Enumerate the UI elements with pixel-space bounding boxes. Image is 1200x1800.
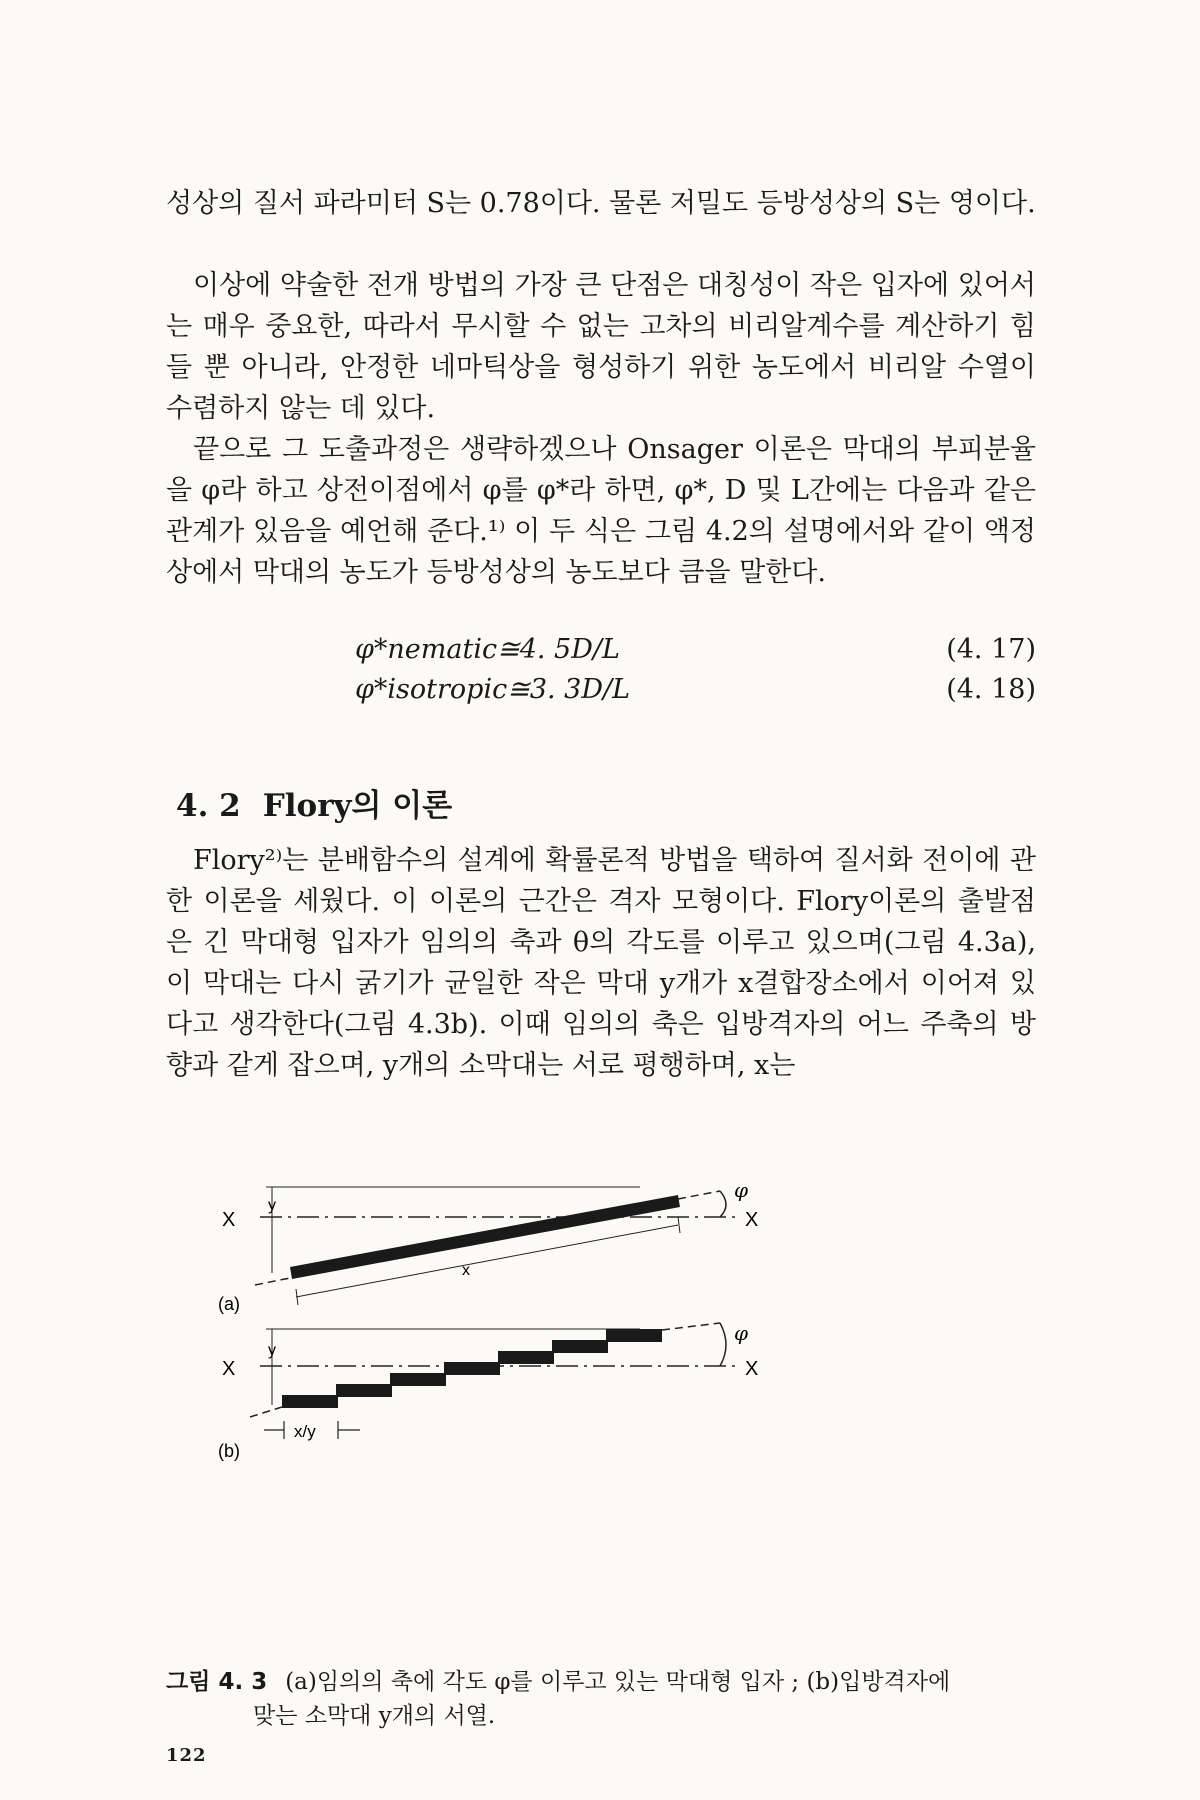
small-rod-5 bbox=[498, 1351, 554, 1364]
equation-number-4-18: (4. 18) bbox=[946, 674, 1036, 705]
panel-a bbox=[218, 1178, 758, 1314]
paragraph-3: 끝으로 그 도출과정은 생략하겠으나 Onsager 이론은 막대의 부피분율을 φ라 하고 상전이점에서 φ를 φ*라 하면, φ*, D 및 L간에는 다음과 같은 관계가 있음을 예언해 준다.¹⁾ 이 두 식은 그림 4.2의 설명에서와 같이 액정상에서 막대의 농도가 등방성상의 농도보다 큼을 말한다. bbox=[166, 434, 1036, 588]
axis-label-a-left: X bbox=[222, 1209, 236, 1231]
section-number: 4. 2 bbox=[176, 788, 241, 824]
rod-a bbox=[290, 1195, 680, 1279]
x-dim-tick-a2 bbox=[678, 1217, 680, 1233]
phi-arc-b bbox=[720, 1323, 726, 1366]
small-rod-2 bbox=[336, 1384, 392, 1397]
paragraph-1: 성상의 질서 파라미터 S는 0.78이다. 물론 저밀도 등방성상의 S는 영이다. bbox=[166, 188, 1036, 219]
rod-extension-a bbox=[678, 1191, 720, 1199]
small-rod-7 bbox=[606, 1329, 662, 1342]
phi-label-b: φ bbox=[734, 1321, 749, 1345]
panel-b bbox=[218, 1321, 758, 1461]
rod-extension-a-left bbox=[255, 1278, 290, 1285]
small-rod-4 bbox=[444, 1362, 500, 1375]
paragraph-2: 이상에 약술한 전개 방법의 가장 큰 단점은 대칭성이 작은 입자에 있어서는 매우 중요한, 따라서 무시할 수 없는 고차의 비리알계수를 계산하기 힘들 뿐 아니라, 안정한 네마틱상을 형성하기 위한 농도에서 비리알 수열이 수렴하지 않는 데 있다. bbox=[166, 270, 1036, 424]
y-label-a: y bbox=[268, 1197, 276, 1214]
section-heading bbox=[176, 780, 452, 825]
figure-4-3 bbox=[200, 1155, 920, 1675]
figure-caption bbox=[166, 1665, 1036, 1733]
caption-line-1: (a)임의의 축에 각도 φ를 이루고 있는 막대형 입자 ; (b)입방격자에 bbox=[285, 1669, 951, 1695]
caption-label: 그림 4. 3 bbox=[166, 1669, 268, 1695]
page-number: 122 bbox=[166, 1745, 207, 1766]
equation-4-18: φ*isotropic≅3. 3D/L bbox=[355, 674, 631, 705]
phi-arc-a bbox=[720, 1191, 726, 1217]
panel-label-a: (a) bbox=[218, 1294, 240, 1314]
phi-label-a: φ bbox=[734, 1178, 749, 1202]
equation-number-4-17: (4. 17) bbox=[946, 634, 1036, 665]
panel-label-b: (b) bbox=[218, 1441, 240, 1461]
paragraph-4: Flory²⁾는 분배함수의 설계에 확률론적 방법을 택하여 질서화 전이에 관한 이론을 세웠다. 이 이론의 근간은 격자 모형이다. Flory이론의 출발점은 긴 막대형 입자가 임의의 축과 θ의 각도를 이루고 있으며(그림 4.3a), 이 막대는 다시 굵기가 균일한 작은 막대 y개가 x결합장소에서 이어져 있다고 생각한다(그림 4.3b). 이때 임의의 축은 입방격자의 어느 주축의 방향과 같게 잡으며, y개의 소막대는 서로 평행하며, x는 bbox=[166, 845, 1036, 1081]
axis-label-b-left: X bbox=[222, 1358, 236, 1380]
x-label-a: x bbox=[462, 1262, 470, 1279]
axis-label-b-right: X bbox=[745, 1358, 759, 1380]
caption-line-2: 맞는 소막대 y개의 서열. bbox=[253, 1703, 496, 1729]
small-rod-3 bbox=[390, 1373, 446, 1386]
figure-svg bbox=[200, 1155, 920, 1675]
y-label-b: y bbox=[268, 1342, 276, 1359]
axis-label-a-right: X bbox=[745, 1209, 759, 1231]
section-title: Flory의 이론 bbox=[262, 788, 453, 824]
xy-label: x/y bbox=[294, 1422, 316, 1441]
small-rod-6 bbox=[552, 1340, 608, 1353]
rod-extension-b bbox=[662, 1323, 720, 1330]
small-rod-1 bbox=[282, 1395, 338, 1408]
rod-extension-b-left bbox=[250, 1407, 282, 1417]
equation-4-17: φ*nematic≅4. 5D/L bbox=[355, 634, 620, 665]
